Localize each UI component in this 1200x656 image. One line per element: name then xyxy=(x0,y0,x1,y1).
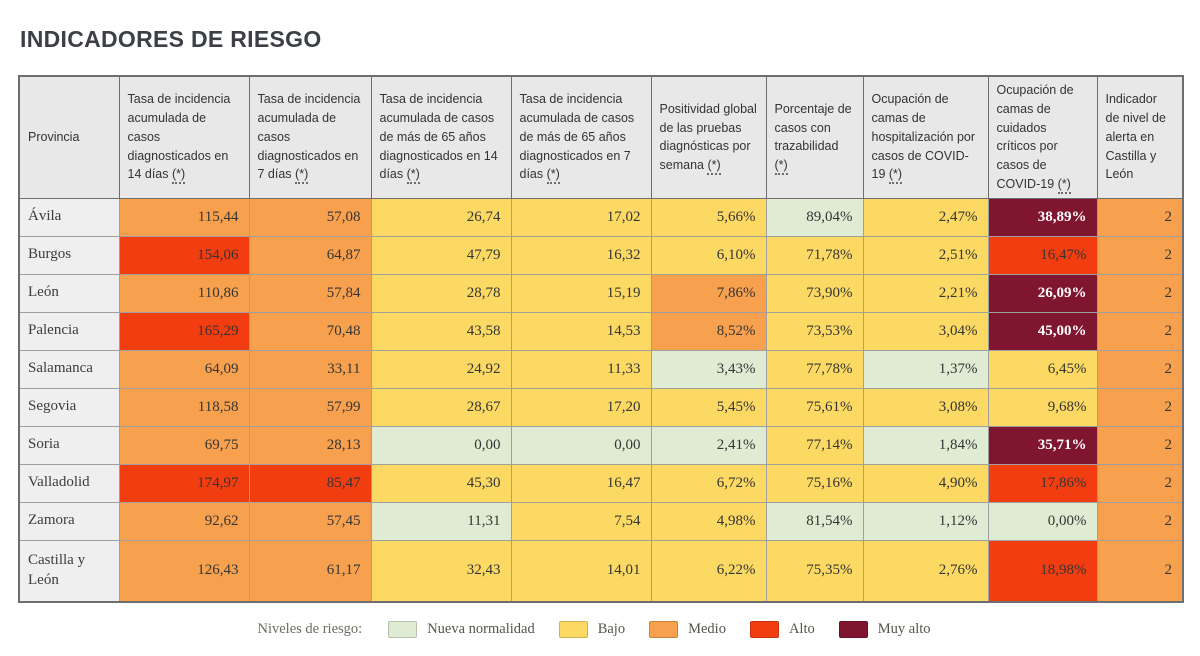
column-header-7 xyxy=(863,76,988,198)
legend-swatch xyxy=(559,621,588,638)
legend-swatch xyxy=(649,621,678,638)
footnote-marker[interactable]: (*) xyxy=(775,158,788,175)
row-header-province: Burgos xyxy=(19,236,119,274)
data-cell: 110,86 xyxy=(119,274,249,312)
data-cell: 7,86% xyxy=(651,274,766,312)
data-cell: 77,78% xyxy=(766,350,863,388)
data-cell: 71,78% xyxy=(766,236,863,274)
data-cell: 174,97 xyxy=(119,464,249,502)
table-row xyxy=(19,540,1183,602)
data-cell: 16,47 xyxy=(511,464,651,502)
data-cell: 28,13 xyxy=(249,426,371,464)
footnote-marker[interactable]: (*) xyxy=(407,167,420,184)
data-cell: 3,08% xyxy=(863,388,988,426)
legend-item-alto xyxy=(750,621,815,638)
legend-item-medio xyxy=(649,621,726,638)
data-cell: 45,30 xyxy=(371,464,511,502)
legend-item-label: Medio xyxy=(688,621,726,637)
legend-item-label: Nueva normalidad xyxy=(427,621,535,637)
data-cell: 2 xyxy=(1097,464,1183,502)
data-cell: 165,29 xyxy=(119,312,249,350)
data-cell: 32,43 xyxy=(371,540,511,602)
table-body xyxy=(19,198,1183,602)
data-cell: 57,99 xyxy=(249,388,371,426)
legend-item-label: Muy alto xyxy=(877,621,931,637)
data-cell: 57,08 xyxy=(249,198,371,236)
footnote-marker[interactable]: (*) xyxy=(889,167,902,184)
data-cell: 2 xyxy=(1097,236,1183,274)
data-cell: 89,04% xyxy=(766,198,863,236)
data-cell: 75,61% xyxy=(766,388,863,426)
data-cell: 75,35% xyxy=(766,540,863,602)
data-cell: 57,84 xyxy=(249,274,371,312)
data-cell: 16,47% xyxy=(988,236,1097,274)
data-cell: 5,66% xyxy=(651,198,766,236)
data-cell: 28,67 xyxy=(371,388,511,426)
legend-item-bajo xyxy=(559,621,625,638)
data-cell: 8,52% xyxy=(651,312,766,350)
column-header-label: Ocupación de camas de cuidados críticos por casos de COVID-19 xyxy=(996,83,1074,191)
legend-items xyxy=(376,621,942,638)
legend-item-nueva_normalidad xyxy=(388,621,535,638)
data-cell: 6,22% xyxy=(651,540,766,602)
column-header-label: Porcentaje de casos con trazabilidad xyxy=(774,101,852,154)
data-cell: 2,21% xyxy=(863,274,988,312)
data-cell: 1,84% xyxy=(863,426,988,464)
footnote-marker[interactable]: (*) xyxy=(1058,177,1071,194)
data-cell: 15,19 xyxy=(511,274,651,312)
column-header-6 xyxy=(766,76,863,198)
data-cell: 61,17 xyxy=(249,540,371,602)
data-cell: 73,90% xyxy=(766,274,863,312)
footnote-marker[interactable]: (*) xyxy=(707,158,720,175)
row-header-province: Ávila xyxy=(19,198,119,236)
data-cell: 2 xyxy=(1097,274,1183,312)
legend-swatch xyxy=(750,621,779,638)
row-header-province: Segovia xyxy=(19,388,119,426)
row-header-province: Soria xyxy=(19,426,119,464)
data-cell: 0,00% xyxy=(988,502,1097,540)
row-header-province: León xyxy=(19,274,119,312)
data-cell: 2,47% xyxy=(863,198,988,236)
column-header-label: Tasa de incidencia acumulada de casos diagnosticados en 14 días xyxy=(127,92,231,182)
risk-legend xyxy=(18,621,1182,638)
table-row xyxy=(19,464,1183,502)
table-row xyxy=(19,502,1183,540)
row-header-province: Palencia xyxy=(19,312,119,350)
data-cell: 2,76% xyxy=(863,540,988,602)
table-row xyxy=(19,312,1183,350)
column-header-1 xyxy=(119,76,249,198)
data-cell: 118,58 xyxy=(119,388,249,426)
page-title: INDICADORES DE RIESGO xyxy=(20,26,322,52)
data-cell: 9,68% xyxy=(988,388,1097,426)
data-cell: 7,54 xyxy=(511,502,651,540)
data-cell: 126,43 xyxy=(119,540,249,602)
data-cell: 33,11 xyxy=(249,350,371,388)
data-cell: 11,31 xyxy=(371,502,511,540)
column-header-label: Indicador de nivel de alerta en Castilla y León xyxy=(1105,92,1166,182)
data-cell: 43,58 xyxy=(371,312,511,350)
data-cell: 0,00 xyxy=(371,426,511,464)
data-cell: 2 xyxy=(1097,198,1183,236)
legend-swatch xyxy=(388,621,417,638)
column-header-3 xyxy=(371,76,511,198)
data-cell: 17,20 xyxy=(511,388,651,426)
legend-label: Niveles de riesgo: xyxy=(257,621,363,637)
data-cell: 77,14% xyxy=(766,426,863,464)
data-cell: 1,12% xyxy=(863,502,988,540)
legend-item-label: Alto xyxy=(788,621,815,637)
data-cell: 26,09% xyxy=(988,274,1097,312)
table-row xyxy=(19,426,1183,464)
table-row xyxy=(19,236,1183,274)
data-cell: 73,53% xyxy=(766,312,863,350)
data-cell: 69,75 xyxy=(119,426,249,464)
data-cell: 3,43% xyxy=(651,350,766,388)
data-cell: 38,89% xyxy=(988,198,1097,236)
column-header-label: Tasa de incidencia acumulada de casos diagnosticados en 7 días xyxy=(257,92,361,182)
row-header-province: Salamanca xyxy=(19,350,119,388)
data-cell: 16,32 xyxy=(511,236,651,274)
column-header-4 xyxy=(511,76,651,198)
data-cell: 5,45% xyxy=(651,388,766,426)
data-cell: 0,00 xyxy=(511,426,651,464)
row-header-province: Valladolid xyxy=(19,464,119,502)
data-cell: 17,02 xyxy=(511,198,651,236)
column-header-label: Provincia xyxy=(28,129,80,144)
data-cell: 35,71% xyxy=(988,426,1097,464)
data-cell: 47,79 xyxy=(371,236,511,274)
data-cell: 18,98% xyxy=(988,540,1097,602)
data-cell: 2 xyxy=(1097,540,1183,602)
data-cell: 11,33 xyxy=(511,350,651,388)
data-cell: 2,41% xyxy=(651,426,766,464)
data-cell: 6,72% xyxy=(651,464,766,502)
data-cell: 2 xyxy=(1097,502,1183,540)
column-header-label: Positividad global de las pruebas diagnósticas por semana xyxy=(659,101,757,172)
column-header-5 xyxy=(651,76,766,198)
column-header-label: Tasa de incidencia acumulada de casos de más de 65 años diagnosticados en 14 días xyxy=(379,92,498,182)
data-cell: 45,00% xyxy=(988,312,1097,350)
data-cell: 4,90% xyxy=(863,464,988,502)
legend-item-label: Bajo xyxy=(597,621,626,637)
data-cell: 3,04% xyxy=(863,312,988,350)
data-cell: 1,37% xyxy=(863,350,988,388)
table-header xyxy=(19,76,1183,198)
header-row xyxy=(19,76,1183,198)
column-header-9 xyxy=(1097,76,1183,198)
data-cell: 2,51% xyxy=(863,236,988,274)
data-cell: 2 xyxy=(1097,388,1183,426)
data-cell: 154,06 xyxy=(119,236,249,274)
row-header-province: Castilla y León xyxy=(19,540,119,602)
data-cell: 64,09 xyxy=(119,350,249,388)
data-cell: 2 xyxy=(1097,426,1183,464)
data-cell: 2 xyxy=(1097,350,1183,388)
data-cell: 14,01 xyxy=(511,540,651,602)
data-cell: 4,98% xyxy=(651,502,766,540)
row-header-province: Zamora xyxy=(19,502,119,540)
footnote-marker[interactable]: (*) xyxy=(547,167,560,184)
column-header-0 xyxy=(19,76,119,198)
column-header-label: Tasa de incidencia acumulada de casos de más de 65 años diagnosticados en 7 días xyxy=(519,92,635,182)
data-cell: 6,45% xyxy=(988,350,1097,388)
legend-item-muy_alto xyxy=(839,621,931,638)
data-cell: 26,74 xyxy=(371,198,511,236)
data-cell: 81,54% xyxy=(766,502,863,540)
risk-indicators-table xyxy=(18,75,1184,603)
table-row xyxy=(19,388,1183,426)
data-cell: 75,16% xyxy=(766,464,863,502)
data-cell: 2 xyxy=(1097,312,1183,350)
data-cell: 115,44 xyxy=(119,198,249,236)
data-cell: 85,47 xyxy=(249,464,371,502)
data-cell: 28,78 xyxy=(371,274,511,312)
column-header-label: Ocupación de camas de hospitalización por casos de COVID-19 xyxy=(871,92,976,182)
legend-swatch xyxy=(839,621,868,638)
data-cell: 57,45 xyxy=(249,502,371,540)
footnote-marker[interactable]: (*) xyxy=(295,167,308,184)
footnote-marker[interactable]: (*) xyxy=(172,167,185,184)
data-cell: 17,86% xyxy=(988,464,1097,502)
data-cell: 70,48 xyxy=(249,312,371,350)
data-cell: 14,53 xyxy=(511,312,651,350)
table-row xyxy=(19,350,1183,388)
data-cell: 92,62 xyxy=(119,502,249,540)
column-header-2 xyxy=(249,76,371,198)
table-row xyxy=(19,274,1183,312)
data-cell: 64,87 xyxy=(249,236,371,274)
table-row xyxy=(19,198,1183,236)
column-header-8 xyxy=(988,76,1097,198)
data-cell: 6,10% xyxy=(651,236,766,274)
data-cell: 24,92 xyxy=(371,350,511,388)
